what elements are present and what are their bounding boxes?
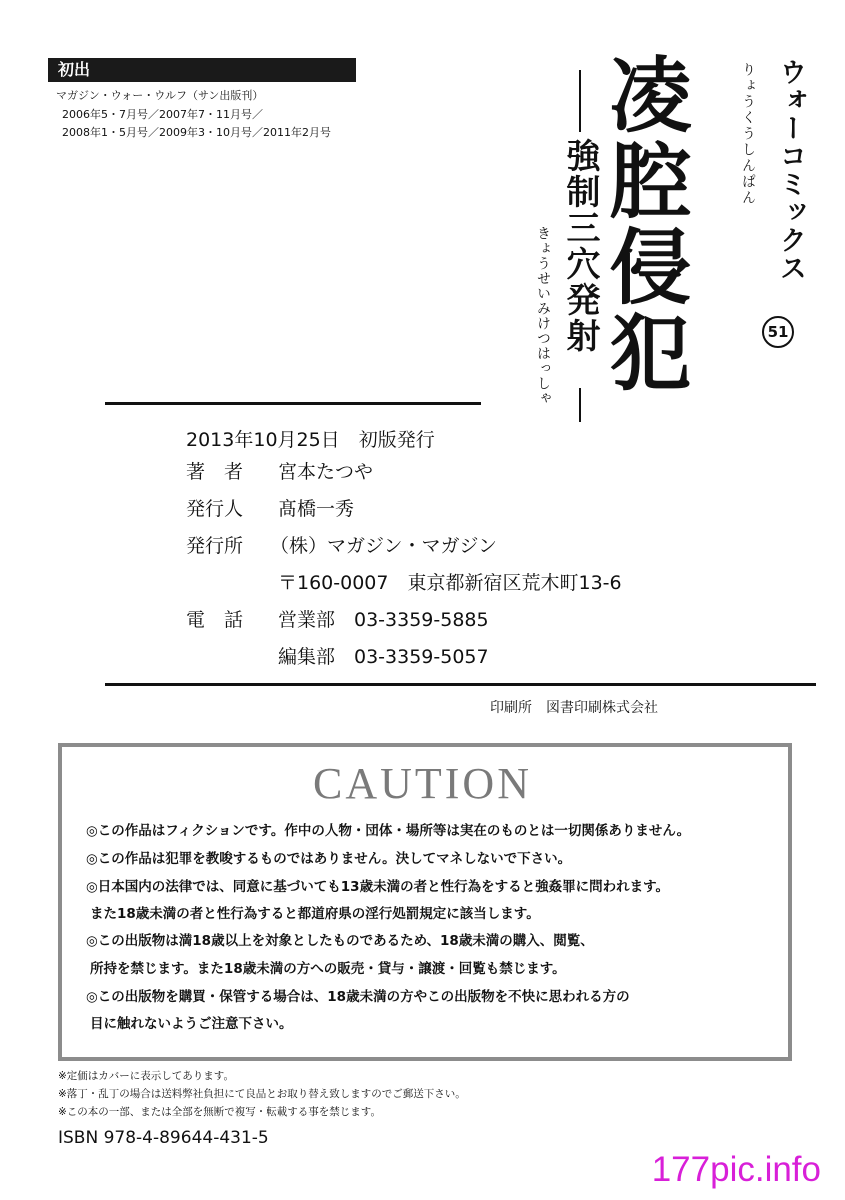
book-subtitle-ruby: きょうせいみけつはっしゃ — [535, 226, 551, 406]
note-line: ※定価はカバーに表示してあります。 — [58, 1070, 234, 1082]
book-subtitle: 強制三穴発射 — [560, 138, 600, 354]
info-value-phone-editorial: 編集部 03-3359-5057 — [278, 646, 489, 668]
book-title: 凌腔侵犯 — [596, 52, 692, 396]
info-label-publisher: 発行人 — [186, 498, 244, 520]
publication-date: 2013年10月25日 初版発行 — [186, 429, 435, 451]
series-name: ウォーコミックス — [775, 58, 806, 282]
subtitle-rule-top — [579, 70, 581, 132]
caution-title: CAUTION — [313, 759, 532, 808]
info-label-publishing-house: 発行所 — [186, 535, 244, 557]
caution-line: また18歳未満の者と性行為すると都道府県の淫行処罰規定に該当します。 — [90, 906, 540, 922]
caution-line: 所持を禁じます。また18歳未満の方への販売・貸与・譲渡・回覧も禁じます。 — [90, 961, 566, 977]
subtitle-rule-bottom — [579, 388, 581, 422]
info-label-phone: 電 話 — [186, 609, 244, 631]
info-value-author: 宮本たつや — [278, 461, 374, 483]
caution-line: ◎日本国内の法律では、同意に基づいても13歳未満の者と性行為をすると強姦罪に問われます。 — [86, 879, 669, 895]
caution-line: ◎この作品はフィクションです。作中の人物・団体・場所等は実在のものとは一切関係ありません。 — [86, 823, 691, 839]
caution-line: ◎この出版物は満18歳以上を対象としたものであるため、18歳未満の購入、閲覧、 — [86, 933, 594, 949]
caution-line: ◎この作品は犯罪を教唆するものではありません。決してマネしないで下さい。 — [86, 851, 572, 867]
info-value-publisher: 髙橋一秀 — [278, 498, 355, 520]
first-publication-line: 2008年1・5月号／2009年3・10月号／2011年2月号 — [62, 126, 331, 139]
printer-info: 印刷所 図書印刷株式会社 — [490, 700, 658, 716]
info-label-author: 著 者 — [186, 461, 244, 483]
info-value-publishing-house: （株）マガジン・マガジン — [270, 535, 498, 557]
series-number-badge: 51 — [762, 316, 794, 348]
divider-top — [105, 402, 481, 405]
info-value-phone-sales: 営業部 03-3359-5885 — [278, 609, 489, 631]
caution-line: 目に触れないようご注意下さい。 — [90, 1016, 293, 1032]
divider-bottom — [105, 683, 816, 686]
first-publication-heading: 初出 — [48, 58, 356, 82]
info-value-address: 〒160-0007 東京都新宿区荒木町13-6 — [278, 572, 622, 594]
caution-line: ◎この出版物を購買・保管する場合は、18歳未満の方やこの出版物を不快に思われる方の — [86, 989, 630, 1005]
site-watermark: 177pic.info — [651, 1150, 821, 1189]
first-publication-line: マガジン・ウォー・ウルフ（サン出版刊） — [56, 89, 264, 102]
book-title-ruby: りょうくうしんぱん — [740, 62, 756, 206]
note-line: ※この本の一部、または全部を無断で複写・転載する事を禁じます。 — [58, 1106, 381, 1118]
isbn: ISBN 978-4-89644-431-5 — [58, 1128, 269, 1148]
note-line: ※落丁・乱丁の場合は送料弊社負担にて良品とお取り替え致しますのでご郵送下さい。 — [58, 1088, 466, 1100]
first-publication-line: 2006年5・7月号／2007年7・11月号／ — [62, 108, 263, 121]
